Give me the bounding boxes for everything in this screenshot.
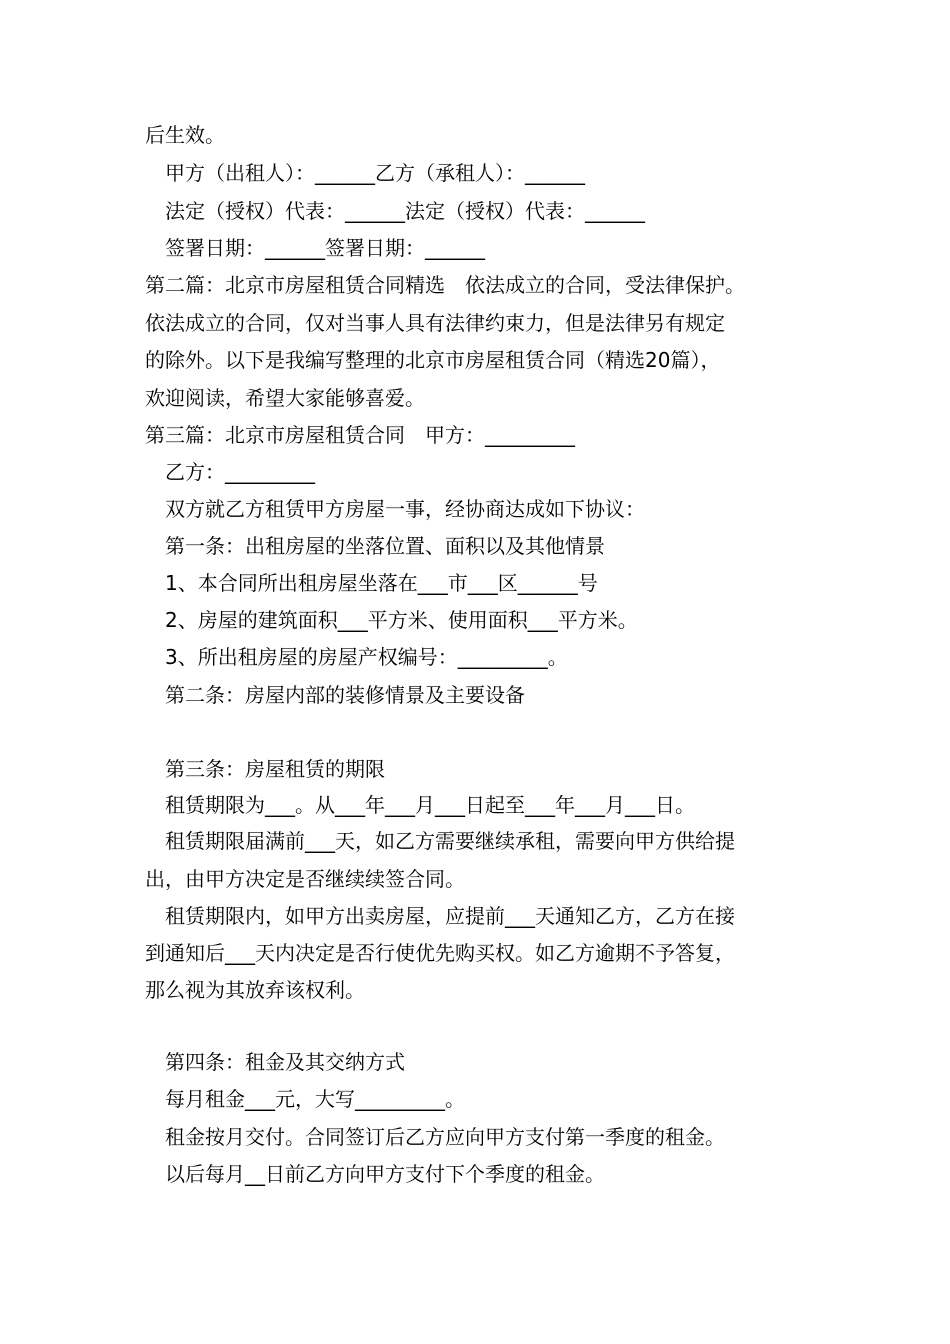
text-line: 依法成立的合同，仅对当事人具有法律约束力，但是法律另有规定: [145, 311, 725, 335]
text-line: 3、所出租房屋的房屋产权编号：_________。: [165, 645, 568, 669]
text-line: 欢迎阅读，希望大家能够喜爱。: [145, 386, 425, 410]
text-line: 每月租金___元，大写_________。: [165, 1087, 465, 1111]
text-line: 第四条：租金及其交纳方式: [165, 1050, 405, 1074]
text-line: 租赁期限内，如甲方出卖房屋，应提前___天通知乙方，乙方在接: [165, 904, 735, 928]
text-line: 第二篇：北京市房屋租赁合同精选 依法成立的合同，受法律保护。: [145, 273, 745, 297]
text-line: 那么视为其放弃该权利。: [145, 978, 365, 1002]
text-line: 第二条：房屋内部的装修情景及主要设备: [165, 683, 525, 707]
text-line: 后生效。: [145, 123, 225, 147]
text-line: 租金按月交付。合同签订后乙方应向甲方支付第一季度的租金。: [165, 1125, 725, 1149]
text-line: 的除外。以下是我编写整理的北京市房屋租赁合同（精选20篇），: [145, 348, 721, 372]
text-line: 法定（授权）代表：______法定（授权）代表：______: [165, 199, 645, 223]
text-line: 出，由甲方决定是否继续续签合同。: [145, 867, 465, 891]
text-line: 乙方：_________: [165, 460, 315, 484]
text-line: 签署日期：______签署日期：______: [165, 236, 485, 260]
text-line: 租赁期限届满前___天，如乙方需要继续承租，需要向甲方供给提: [165, 829, 735, 853]
text-line: 甲方（出租人）：______乙方（承租人）：______: [165, 161, 585, 185]
text-line: 双方就乙方租赁甲方房屋一事，经协商达成如下协议：: [165, 497, 645, 521]
text-line: 到通知后___天内决定是否行使优先购买权。如乙方逾期不予答复，: [145, 941, 735, 965]
text-line: 第一条：出租房屋的坐落位置、面积以及其他情景: [165, 534, 605, 558]
text-line: 租赁期限为___。从___年___月___日起至___年___月___日。: [165, 793, 695, 817]
text-line: 1、本合同所出租房屋坐落在___市___区______号: [165, 571, 598, 595]
text-line: 2、房屋的建筑面积___平方米、使用面积___平方米。: [165, 608, 638, 632]
text-line: 以后每月__日前乙方向甲方支付下个季度的租金。: [165, 1162, 605, 1186]
text-line: 第三篇：北京市房屋租赁合同 甲方：_________: [145, 423, 575, 447]
text-line: 第三条：房屋租赁的期限: [165, 757, 385, 781]
